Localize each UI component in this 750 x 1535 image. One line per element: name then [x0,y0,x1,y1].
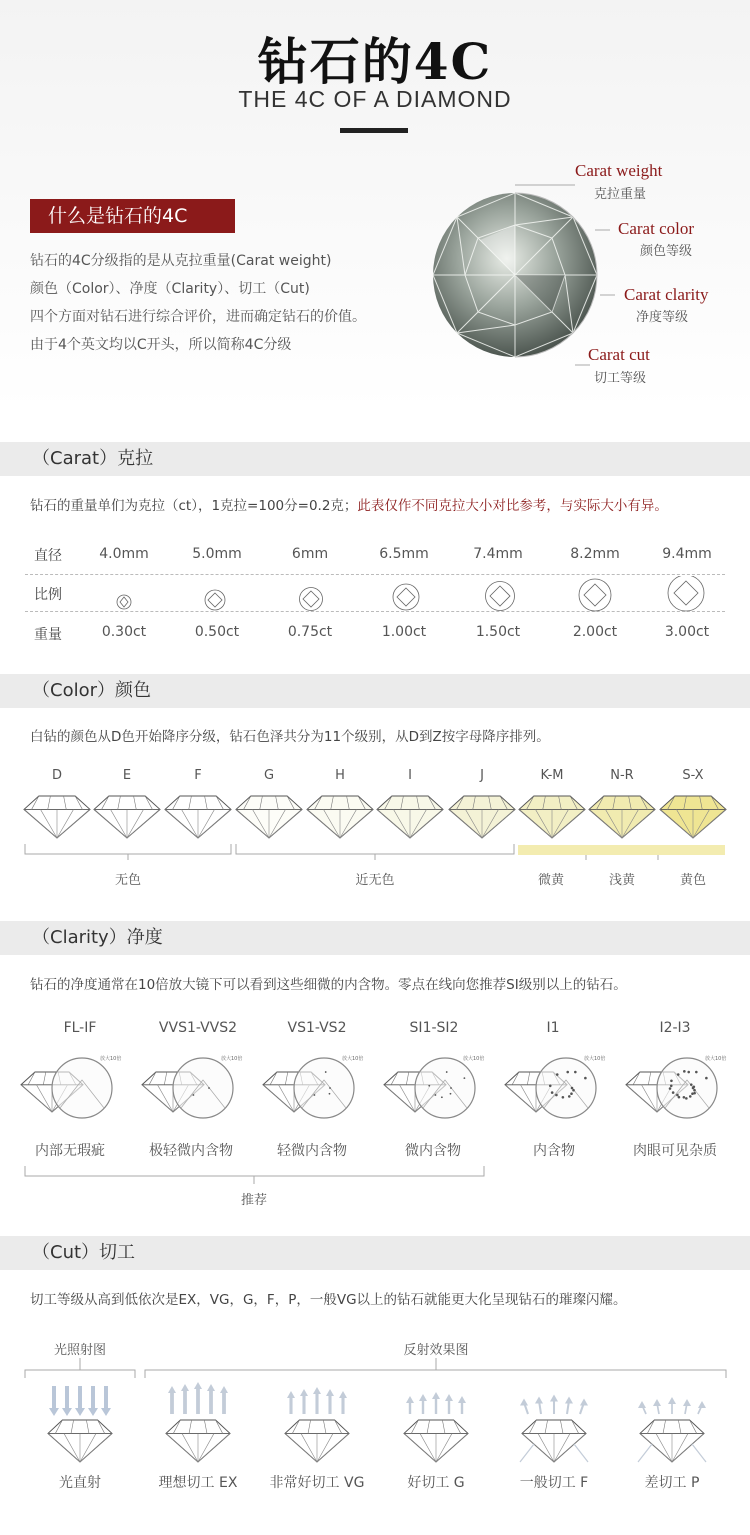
reflect-group-label: 反射效果图 [403,1343,469,1358]
svg-text:放大10倍: 放大10倍 [584,1056,606,1062]
weight-value: 0.75ct [287,624,333,640]
cut-label: 好切工 G [407,1475,465,1491]
row-label-weight: 重量 [34,627,62,643]
color-grade: F [194,768,202,783]
clarity-name: 极轻微内含物 [149,1143,233,1159]
cut-label: 理想切工 EX [158,1475,238,1491]
page-subtitle: THE 4C OF A DIAMOND [238,86,512,112]
carat-clarity-cn: 净度等级 [636,310,689,325]
diamond-profile-icon [449,796,515,838]
row-label-diameter: 直径 [34,548,62,564]
diamond-top-icon [117,595,131,609]
color-grade: I [408,768,412,783]
cut-light-diagram [166,1382,230,1462]
cut-light-diagram [404,1392,468,1462]
clarity-heading: （Clarity）净度 [0,921,750,955]
intro-line: 由于4个英文均以C开头，所以简称4C分级 [30,337,292,353]
color-grade: K-M [540,768,564,783]
clarity-grade: VVS1-VVS2 [158,1020,238,1036]
cut-light-diagram [638,1397,706,1462]
carat-cut-cn: 切工等级 [594,371,647,386]
diamond-top-icon [300,588,323,611]
carat-heading: （Carat）克拉 [0,442,750,476]
clarity-diamond-row [0,1050,750,1135]
title-divider [340,128,408,133]
clarity-grade: I2-I3 [659,1020,691,1036]
clarity-grade: I1 [546,1020,560,1036]
divider [25,574,725,575]
recommend-label: 推荐 [240,1193,267,1208]
diamond-profile-icon [522,1420,586,1462]
color-group-brackets [0,842,750,862]
svg-text:放大10倍: 放大10倍 [100,1056,122,1062]
cut-label: 光直射 [59,1475,101,1491]
carat-weight-cn: 克拉重量 [594,187,647,202]
svg-text:放大10倍: 放大10倍 [221,1056,243,1062]
weight-value: 3.00ct [664,624,710,640]
clarity-loupe-diagram [21,1055,121,1118]
color-grade: N-R [610,768,634,783]
clarity-name: 轻微内含物 [277,1143,347,1159]
clarity-name: 微内含物 [405,1143,461,1159]
color-group-label: 无色 [114,873,141,888]
diamond-profile-icon [519,796,585,838]
cut-label: 非常好切工 VG [269,1475,365,1491]
clarity-name: 内含物 [533,1143,575,1159]
recommend-bracket [0,1164,750,1186]
cut-diamond-row [0,1382,750,1472]
carat-weight-label: Carat weight [575,161,663,180]
cut-light-diagram [285,1387,349,1462]
intro-line: 四个方面对钻石进行综合评价，进而确定钻石的价值。 [30,309,366,325]
color-grade: E [122,768,132,783]
clarity-loupe-diagram [142,1055,242,1118]
diamond-top-icon [486,582,515,611]
clarity-grade: VS1-VS2 [287,1020,347,1036]
diameter-value: 9.4mm [662,546,712,562]
diamond-profile-icon [165,796,231,838]
clarity-grade: SI1-SI2 [409,1020,459,1036]
cut-light-diagram [48,1386,112,1462]
diameter-value: 6.5mm [379,546,429,562]
diamond-top-icon [668,576,704,611]
diamond-profile-icon [48,1420,112,1462]
carat-color-cn: 颜色等级 [640,244,693,259]
color-grade: J [480,768,484,783]
weight-value: 2.00ct [572,624,618,640]
cut-light-diagram [520,1395,588,1463]
diamond-profile-icon [24,796,90,838]
clarity-loupe-diagram [626,1055,726,1118]
clarity-name: 肉眼可见杂质 [633,1143,717,1159]
carat-cut-label: Carat cut [588,345,650,364]
diamond-profile-icon [307,796,373,838]
intro-line: 钻石的4C分级指的是从克拉重量(Carat weight) [30,253,332,269]
diamond-profile-icon [589,796,655,838]
color-group-label: 近无色 [355,873,395,888]
carat-color-label: Carat color [618,219,694,238]
diameter-value: 7.4mm [473,546,523,562]
diamond-top-icon [579,579,611,611]
diamond-profile-icon [236,796,302,838]
diameter-value: 6mm [291,546,329,562]
carat-desc [30,494,668,514]
svg-text:放大10倍: 放大10倍 [705,1056,727,1062]
intro-line: 颜色（Color）、净度（Clarity）、切工（Cut) [30,281,310,297]
row-label-scale: 比例 [34,587,62,603]
light-group-label: 光照射图 [53,1343,106,1358]
clarity-name: 内部无瑕疵 [35,1143,105,1159]
diamond-profile-icon [640,1420,704,1462]
clarity-desc: 钻石的净度通常在10倍放大镜下可以看到这些细微的内含物。零点在线向您推荐SI级别以上的钻石。 [30,977,627,993]
clarity-loupe-diagram [384,1055,484,1118]
diamond-top-icon [393,584,419,610]
svg-text:放大10倍: 放大10倍 [342,1056,364,1062]
diamond-profile-icon [285,1420,349,1462]
carat-size-diagrams [25,576,725,612]
color-group-label: 浅黄 [608,873,635,888]
diameter-value: 5.0mm [192,546,242,562]
page-title: 钻石的4C [257,32,493,91]
weight-value: 1.00ct [381,624,427,640]
color-grade: H [335,768,345,783]
carat-clarity-label: Carat clarity [624,285,709,304]
carat-desc-main: 钻石的重量单们为克拉（ct），1克拉=100分=0.2克； [30,498,358,514]
weight-value: 1.50ct [475,624,521,640]
diamond-profile-icon [94,796,160,838]
diamond-top-icon [205,590,225,610]
color-grade: S-X [682,768,704,783]
color-diamond-row [0,792,750,842]
cut-desc: 切工等级从高到低依次是EX，VG，G，F，P，一般VG以上的钻石就能更大化呈现钻石的璀璨闪耀。 [30,1292,627,1308]
color-grade: D [51,768,62,783]
intro-text [30,247,410,359]
diamond-profile-icon [660,796,726,838]
cut-group-brackets [0,1356,750,1382]
intro-tag: 什么是钻石的4C [30,199,235,233]
color-group-label: 黄色 [679,873,706,888]
diameter-value: 8.2mm [570,546,620,562]
diamond-profile-icon [404,1420,468,1462]
clarity-loupe-diagram [505,1055,605,1118]
cut-label: 一般切工 F [519,1475,589,1491]
clarity-grade: FL-IF [63,1020,97,1036]
cut-heading: （Cut）切工 [0,1236,750,1270]
color-heading: （Color）颜色 [0,674,750,708]
diameter-value: 4.0mm [99,546,149,562]
weight-value: 0.50ct [194,624,240,640]
weight-value: 0.30ct [101,624,147,640]
carat-note: 此表仅作不同克拉大小对比参考，与实际大小有异。 [357,498,668,514]
svg-text:放大10倍: 放大10倍 [463,1056,485,1062]
diamond-profile-icon [377,796,443,838]
color-desc: 白钻的颜色从D色开始降序分级，钻石色泽共分为11个级别，从D到Z按字母降序排列。 [30,729,550,745]
color-group-label: 微黄 [537,873,564,888]
cut-label: 差切工 P [644,1475,700,1491]
color-grade: G [263,768,275,783]
clarity-loupe-diagram [263,1055,363,1118]
diamond-profile-icon [166,1420,230,1462]
